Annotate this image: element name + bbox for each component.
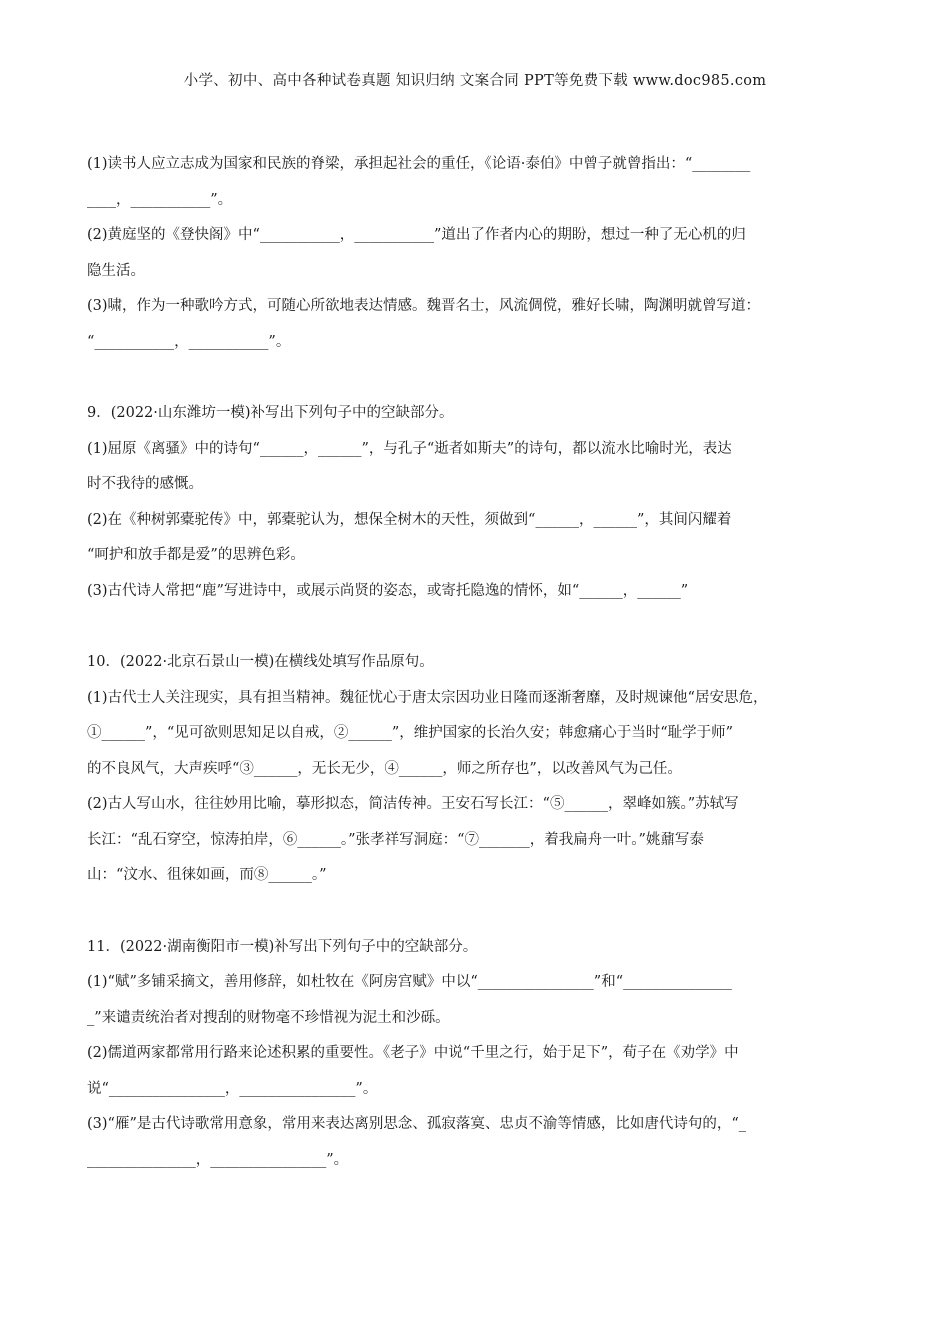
text-line: “___________，___________”。 — [87, 333, 291, 350]
text-line: (2)在《种树郭橐驼传》中，郭橐驼认为，想保全树木的天性，须做到“______，______”，其间闪耀着 — [87, 511, 732, 528]
text-line: 山：“汶水、徂徕如画，而⑧______。” — [87, 867, 327, 883]
spacer — [87, 366, 867, 402]
spacer — [87, 900, 867, 936]
header-banner: 小学、初中、高中各种试卷真题 知识归纳 文案合同 PPT等免费下载 www.doc985.com — [183, 73, 767, 89]
text-line: (1)读书人应立志成为国家和民族的脊梁，承担起社会的重任，《论语·泰伯》中曾子就曾指出：“________ — [87, 156, 751, 172]
text-line: ____，___________”。 — [87, 191, 233, 208]
text-line: ①______”，“见可欲则思知足以自戒，②______”，维护国家的长治久安；韩愈痛心于当时“耻学于师” — [87, 725, 734, 741]
text-line: 的不良风气，大声疾呼“③______，无长无少，④______，师之所存也”，以改善风气为己任。 — [87, 760, 682, 777]
question-block-11 — [87, 936, 867, 1185]
text-line: (1)古代士人关注现实，具有担当精神。魏征忧心于唐太宗因功业日隆而逐渐奢靡，及时规谏他“居安思危， — [87, 689, 768, 706]
text-line: 长江：“乱石穿空，惊涛拍岸，⑥______。”张孝祥写洞庭：“⑦_______，着我扁舟一叶。”姚鼐写泰 — [87, 831, 704, 848]
question-title: 10．(2022·北京石景山一模)在横线处填写作品原句。 — [87, 654, 434, 670]
text-line: 说“________________，________________”。 — [87, 1080, 378, 1097]
text-line: _______________，________________”。 — [87, 1151, 349, 1168]
text-line: (2)古人写山水，往往妙用比喻，摹形拟态，简洁传神。王安石写长江：“⑤______，翠峰如簇。”苏轼写 — [87, 796, 739, 812]
spacer — [87, 615, 867, 651]
text-line: 隐生活。 — [87, 262, 145, 279]
text-line: (1)“赋”多铺采摘文，善用修辞，如杜牧在《阿房宫赋》中以“________________”和“_______________ — [87, 974, 732, 990]
question-block-10 — [87, 651, 867, 900]
text-line: 时不我待的感慨。 — [87, 476, 203, 492]
page-header — [0, 69, 950, 90]
question-title: 9．(2022·山东潍坊一模)补写出下列句子中的空缺部分。 — [87, 405, 454, 421]
question-block-8 — [87, 153, 867, 366]
text-line: _”来谴责统治者对搜刮的财物毫不珍惜视为泥土和沙砾。 — [87, 1009, 450, 1026]
text-line: (2)黄庭坚的《登快阁》中“___________，___________”道出了作者内心的期盼，想过一种了无心机的归 — [87, 227, 746, 243]
text-line: (3)“雁”是古代诗歌常用意象，常用来表达离别思念、孤寂落寞、忠贞不渝等情感，比如唐代诗句的，“_ — [87, 1116, 747, 1132]
question-block-9 — [87, 402, 867, 615]
question-title: 11．(2022·湖南衡阳市一模)补写出下列句子中的空缺部分。 — [87, 938, 478, 955]
document-body — [87, 153, 867, 1184]
text-line: “呵护和放手都是爱”的思辨色彩。 — [87, 547, 305, 563]
text-line: (1)屈原《离骚》中的诗句“______，______”，与孔子“逝者如斯夫”的诗句，都以流水比喻时光，表达 — [87, 440, 732, 457]
text-line: (3)古代诗人常把“鹿”写进诗中，或展示尚贤的姿态，或寄托隐逸的情怀，如“______，______” — [87, 582, 689, 599]
text-line: (2)儒道两家都常用行路来论述积累的重要性。《老子》中说“千里之行，始于足下”，荀子在《劝学》中 — [87, 1045, 739, 1061]
text-line: (3)啸，作为一种歌吟方式，可随心所欲地表达情感。魏晋名士，风流倜傥，雅好长啸，陶渊明就曾写道： — [87, 298, 761, 314]
